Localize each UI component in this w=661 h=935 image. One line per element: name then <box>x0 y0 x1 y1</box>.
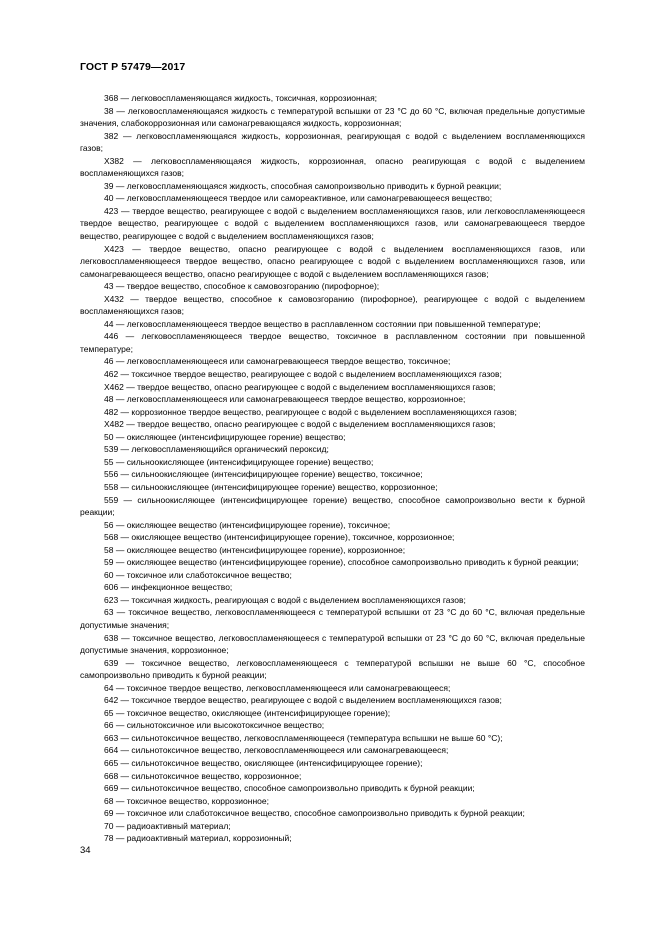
hazard-code-entry: 665 — сильнотоксичное вещество, окисляющее (интенсифицирующее горение); <box>104 757 423 768</box>
hazard-code-entry: 446 — легковоспламеняющееся твердое вещество, токсичное в расплавленном состоянии при повышенной температуре; <box>80 331 585 354</box>
hazard-description: инфекционное вещество; <box>131 582 233 593</box>
hazard-code: 568 <box>104 532 119 543</box>
hazard-code-entry: 368 — легковоспламеняющаяся жидкость, токсичная, коррозионная; <box>104 93 378 103</box>
hazard-code: 668 <box>104 770 119 781</box>
hazard-code-entry: 44 — легковоспламеняющееся твердое вещество в расплавленном состоянии при повышенной температуре; <box>104 318 541 329</box>
hazard-description: сильноокисляющее (интенсифицирующее горение) вещество, коррозионное; <box>131 481 438 492</box>
hazard-description: окисляющее вещество (интенсифицирующее горение), токсичное; <box>126 519 391 530</box>
hazard-description: сильноокисляющее (интенсифицирующее горение) вещество; <box>126 456 374 467</box>
hazard-code-entry: 56 — окисляющее вещество (интенсифицирующее горение), токсичное; <box>104 519 391 530</box>
hazard-code: 39 <box>104 180 114 191</box>
hazard-code: 446 <box>104 331 119 342</box>
hazard-description: токсичное вещество, легковоспламеняющееся с температурой вспышки не выше 60 °С, способное самопроизвольно приводить к бурной реакции; <box>80 657 585 681</box>
hazard-description: сильноокисляющее (интенсифицирующее горение) вещество, токсичное; <box>131 469 423 480</box>
hazard-code: 65 <box>104 707 114 718</box>
hazard-description: легковоспламеняющаяся жидкость, коррозионная, опасно реагирующая с водой с выделением воспламеняющихся газов; <box>80 155 585 179</box>
hazard-description: легковоспламеняющаяся жидкость, токсичная, коррозионная; <box>131 93 378 103</box>
hazard-description: окисляющее вещество (интенсифицирующее горение), коррозионное; <box>126 544 406 555</box>
hazard-code: X382 <box>104 155 124 166</box>
hazard-code-entry: X482 — твердое вещество, опасно реагирующее с водой с выделением воспламеняющихся газов; <box>104 419 496 430</box>
hazard-code-entry: 639 — токсичное вещество, легковоспламеняющееся с температурой вспышки не выше 60 °С, способное самопроизвольно приводить к бурной реакции; <box>80 657 585 681</box>
hazard-code-entry: 556 — сильноокисляющее (интенсифицирующее горение) вещество, токсичное; <box>104 469 423 480</box>
hazard-code: 559 <box>104 494 119 505</box>
hazard-description: токсичное вещество, легковоспламеняющееся с температурой вспышки от 23 °С до 60 °С, включая предельные допустимые значения, коррозионное; <box>80 632 585 656</box>
hazard-description: токсичное твердое вещество, легковоспламеняющееся или самонагревающееся; <box>126 682 451 693</box>
hazard-description: коррозионное твердое вещество, реагирующее с водой с выделением воспламеняющихся газов; <box>131 406 517 417</box>
hazard-description: легковоспламеняющийся органический пероксид; <box>131 444 329 455</box>
hazard-code-entry: 664 — сильнотоксичное вещество, легковоспламеняющееся или самонагревающееся; <box>104 745 449 756</box>
hazard-code-list <box>80 92 585 845</box>
hazard-code-entry: 50 — окисляющее (интенсифицирующее горение) вещество; <box>104 431 346 442</box>
hazard-code-entry: 55 — сильноокисляющее (интенсифицирующее горение) вещество; <box>104 456 374 467</box>
hazard-description: легковоспламеняющееся твердое или самореактивное, или самонагревающееся вещество; <box>126 193 493 204</box>
hazard-code-entry: 69 — токсичное или слаботоксичное вещество, способное самопроизвольно приводить к бурной реакции; <box>104 808 525 819</box>
hazard-code: 482 <box>104 406 119 417</box>
hazard-code-entry: 66 — сильнотоксичное или высокотоксичное вещество; <box>104 720 325 731</box>
hazard-code: 423 <box>104 205 119 216</box>
hazard-code: 639 <box>104 657 119 668</box>
hazard-code: 638 <box>104 632 119 643</box>
hazard-code: 44 <box>104 318 114 329</box>
hazard-code-entry: 482 — коррозионное твердое вещество, реагирующее с водой с выделением воспламеняющихся газов; <box>104 406 517 417</box>
hazard-code-entry: 64 — токсичное твердое вещество, легковоспламеняющееся или самонагревающееся; <box>104 682 451 693</box>
hazard-code: 48 <box>104 394 114 405</box>
hazard-code-entry: 539 — легковоспламеняющийся органический пероксид; <box>104 444 329 455</box>
page-number: 34 <box>80 845 91 856</box>
hazard-code-entry: 46 — легковоспламеняющееся или самонагревающееся твердое вещество, токсичное; <box>104 356 451 367</box>
hazard-code: 68 <box>104 795 114 806</box>
hazard-code-entry: 606 — инфекционное вещество; <box>104 582 233 593</box>
hazard-description: легковоспламеняющаяся жидкость, коррозионная, реагирующая с водой с выделением воспламеняющихся газов; <box>80 130 585 154</box>
page-header: ГОСТ Р 57479—2017 <box>80 61 186 73</box>
hazard-description: окисляющее (интенсифицирующее горение) вещество; <box>126 431 346 442</box>
hazard-code: X482 <box>104 419 124 430</box>
hazard-code-entry: 59 — окисляющее вещество (интенсифицирующее горение), способное самопроизвольно приводить к бурной реакции; <box>104 557 579 568</box>
hazard-code-entry: 559 — сильноокисляющее (интенсифицирующее горение) вещество, способное самопроизвольно вести к бурной реакции; <box>80 494 586 518</box>
hazard-code: 40 <box>104 193 114 204</box>
hazard-description: токсичное твердое вещество, реагирующее с водой с выделением воспламеняющихся газов; <box>131 369 502 380</box>
hazard-code: 669 <box>104 783 119 794</box>
hazard-code-entry: 623 — токсичная жидкость, реагирующая с водой с выделением воспламеняющихся газов; <box>104 594 466 605</box>
hazard-description: радиоактивный материал, коррозионный; <box>126 833 292 844</box>
hazard-code: 663 <box>104 732 119 743</box>
hazard-code: 38 <box>104 105 114 116</box>
hazard-code: 63 <box>104 607 114 618</box>
hazard-code-entry: 65 — токсичное вещество, окисляющее (интенсифицирующее горение); <box>104 707 391 718</box>
hazard-code: 606 <box>104 582 119 593</box>
hazard-code: X423 <box>104 243 124 254</box>
hazard-code: 78 <box>104 833 114 844</box>
hazard-code: 70 <box>104 820 114 831</box>
hazard-code-entry: 48 — легковоспламеняющееся или самонагревающееся твердое вещество, коррозионное; <box>104 394 466 405</box>
hazard-description: твердое вещество, опасно реагирующее с водой с выделением воспламеняющихся газов, или легковоспламеняющееся твердое вещество, опасно реагирующее с водой с выделением воспламеняющихся газов, или самонагревающееся вещество, опасно реагирующее с водой с выделением воспламеняющихся газов; <box>80 243 585 279</box>
hazard-code-entry: 663 — сильнотоксичное вещество, легковоспламеняющееся (температура вспышки не выше 60 °С); <box>104 732 503 743</box>
hazard-description: токсичное или слаботоксичное вещество, способное самопроизвольно приводить к бурной реакции; <box>126 808 525 819</box>
hazard-description: токсичное вещество, окисляющее (интенсифицирующее горение); <box>126 707 391 718</box>
hazard-code: 55 <box>104 456 114 467</box>
hazard-code-entry: 642 — токсичное твердое вещество, реагирующее с водой с выделением воспламеняющихся газов; <box>104 695 502 706</box>
hazard-code-entry: X382 — легковоспламеняющаяся жидкость, коррозионная, опасно реагирующая с водой с выделением воспламеняющихся газов; <box>80 155 585 179</box>
hazard-code-entry: 462 — токсичное твердое вещество, реагирующее с водой с выделением воспламеняющихся газов; <box>104 369 502 380</box>
hazard-code: 558 <box>104 481 119 492</box>
hazard-description: сильнотоксичное вещество, легковоспламеняющееся (температура вспышки не выше 60 °С); <box>131 732 503 743</box>
hazard-code: 43 <box>104 281 114 292</box>
hazard-code-entry: 60 — токсичное или слаботоксичное вещество; <box>104 569 292 580</box>
hazard-description: окисляющее вещество (интенсифицирующее горение), способное самопроизвольно приводить к бурной реакции; <box>126 557 579 568</box>
hazard-code: 539 <box>104 444 119 455</box>
hazard-code-entry: 78 — радиоактивный материал, коррозионный; <box>104 833 292 844</box>
hazard-code-entry: 63 — токсичное вещество, легковоспламеняющееся с температурой вспышки от 23 °С до 60 °С, включая предельные допустимые значения; <box>80 607 585 630</box>
hazard-description: твердое вещество, реагирующее с водой с выделением воспламеняющихся газов, или легковоспламеняющееся твердое вещество, реагирующее с водой с выделением воспламеняющихся газов, или самонагревающееся твердое вещество, реагирующее с водой с выделением воспламеняющихся газов; <box>80 205 585 242</box>
hazard-description: твердое вещество, способное к самовозгоранию (пирофорное); <box>126 281 380 292</box>
hazard-description: радиоактивный материал; <box>126 820 231 831</box>
hazard-code-entry: 558 — сильноокисляющее (интенсифицирующее горение) вещество, коррозионное; <box>104 481 438 492</box>
hazard-description: токсичное вещество, коррозионное; <box>126 795 269 806</box>
hazard-description: легковоспламеняющееся или самонагревающееся твердое вещество, коррозионное; <box>126 394 466 405</box>
hazard-code-entry: 423 — твердое вещество, реагирующее с водой с выделением воспламеняющихся газов, или легковоспламеняющееся твердое вещество, реагирующее с водой с выделением воспламеняющихся газов, или самонагревающееся твердое вещество, реагирующее с водой с выделением воспламеняющихся газов; <box>80 205 585 242</box>
hazard-description: легковоспламеняющееся или самонагревающееся твердое вещество, токсичное; <box>126 356 451 367</box>
hazard-description: сильнотоксичное или высокотоксичное вещество; <box>126 720 325 731</box>
hazard-code: 56 <box>104 519 114 530</box>
hazard-code-entry: 58 — окисляющее вещество (интенсифицирующее горение), коррозионное; <box>104 544 406 555</box>
hazard-description: сильнотоксичное вещество, окисляющее (интенсифицирующее горение); <box>131 757 423 768</box>
hazard-code-entry: 43 — твердое вещество, способное к самовозгоранию (пирофорное); <box>104 281 380 292</box>
hazard-code-entry: 70 — радиоактивный материал; <box>104 820 231 831</box>
hazard-code: X432 <box>104 293 124 304</box>
hazard-code-entry: 568 — окисляющее вещество (интенсифицирующее горение), токсичное, коррозионное; <box>104 532 455 543</box>
hazard-description: сильнотоксичное вещество, способное самопроизвольно приводить к бурной реакции; <box>131 783 475 794</box>
hazard-description: легковоспламеняющееся твердое вещество в расплавленном состоянии при повышенной температуре; <box>126 318 541 329</box>
hazard-code: 60 <box>104 569 114 580</box>
hazard-code-entry: 382 — легковоспламеняющаяся жидкость, коррозионная, реагирующая с водой с выделением воспламеняющихся газов; <box>80 130 585 154</box>
hazard-description: токсичное или слаботоксичное вещество; <box>126 569 292 580</box>
hazard-code-entry: 39 — легковоспламеняющаяся жидкость, способная самопроизвольно приводить к бурной реакции; <box>104 180 502 191</box>
hazard-description: окисляющее вещество (интенсифицирующее горение), токсичное, коррозионное; <box>131 532 455 543</box>
hazard-code-entry: 38 — легковоспламеняющаяся жидкость с температурой вспышки от 23 °С до 60 °С, включая предельные допустимые значения, слабокоррозионная или самонагревающаяся жидкость, коррозионная; <box>80 105 585 129</box>
hazard-code-entry: 669 — сильнотоксичное вещество, способное самопроизвольно приводить к бурной реакции; <box>104 783 475 794</box>
hazard-code-entry: 638 — токсичное вещество, легковоспламеняющееся с температурой вспышки от 23 °С до 60 °С, включая предельные допустимые значения, коррозионное; <box>80 632 585 656</box>
hazard-code: 642 <box>104 695 119 706</box>
hazard-code: 58 <box>104 544 114 555</box>
hazard-description: твердое вещество, опасно реагирующее с водой с выделением воспламеняющихся газов; <box>137 381 496 392</box>
hazard-description: сильнотоксичное вещество, коррозионное; <box>131 770 302 781</box>
hazard-description: легковоспламеняющееся твердое вещество, токсичное в расплавленном состоянии при повышенной температуре; <box>80 331 585 354</box>
hazard-code: 69 <box>104 808 114 819</box>
hazard-code: 462 <box>104 369 119 380</box>
hazard-description: сильнотоксичное вещество, легковоспламеняющееся или самонагревающееся; <box>131 745 449 756</box>
hazard-code: 64 <box>104 682 114 693</box>
hazard-code-entry: 68 — токсичное вещество, коррозионное; <box>104 795 269 806</box>
hazard-code: 623 <box>104 594 119 605</box>
hazard-description: твердое вещество, опасно реагирующее с водой с выделением воспламеняющихся газов; <box>137 419 496 430</box>
hazard-code: X462 <box>104 381 124 392</box>
hazard-code-entry: 40 — легковоспламеняющееся твердое или самореактивное, или самонагревающееся вещество; <box>104 193 493 204</box>
hazard-description: твердое вещество, способное к самовозгоранию (пирофорное), реагирующее с водой с выделением воспламеняющихся газов; <box>80 293 585 317</box>
hazard-description: сильноокисляющее (интенсифицирующее горение) вещество, способное самопроизвольно вести к бурной реакции; <box>80 494 586 518</box>
hazard-description: токсичное твердое вещество, реагирующее с водой с выделением воспламеняющихся газов; <box>131 695 502 706</box>
hazard-code: 664 <box>104 745 119 756</box>
hazard-code: 46 <box>104 356 114 367</box>
hazard-code-entry: 668 — сильнотоксичное вещество, коррозионное; <box>104 770 302 781</box>
hazard-code: 66 <box>104 720 114 731</box>
hazard-description: легковоспламеняющаяся жидкость с температурой вспышки от 23 °С до 60 °С, включая предельные допустимые значения, слабокоррозионная или самонагревающаяся жидкость, коррозионная; <box>80 105 585 129</box>
hazard-code: 382 <box>104 130 119 141</box>
hazard-code: 556 <box>104 469 119 480</box>
hazard-description: токсичная жидкость, реагирующая с водой с выделением воспламеняющихся газов; <box>131 594 466 605</box>
hazard-code: 368 <box>104 93 119 103</box>
hazard-code: 59 <box>104 557 114 568</box>
hazard-code-entry: X432 — твердое вещество, способное к самовозгоранию (пирофорное), реагирующее с водой с выделением воспламеняющихся газов; <box>80 293 585 317</box>
hazard-code: 665 <box>104 757 119 768</box>
hazard-description: легковоспламеняющаяся жидкость, способная самопроизвольно приводить к бурной реакции; <box>126 180 502 191</box>
hazard-description: токсичное вещество, легковоспламеняющееся с температурой вспышки от 23 °С до 60 °С, включая предельные допустимые значения; <box>80 607 585 630</box>
hazard-code-entry: X462 — твердое вещество, опасно реагирующее с водой с выделением воспламеняющихся газов; <box>104 381 496 392</box>
hazard-code: 50 <box>104 431 114 442</box>
hazard-code-entry: X423 — твердое вещество, опасно реагирующее с водой с выделением воспламеняющихся газов, или легковоспламеняющееся твердое вещество, опасно реагирующее с водой с выделением воспламеняющихся газов, или самонагревающееся вещество, опасно реагирующее с водой с выделением воспламеняющихся газов; <box>80 243 585 279</box>
